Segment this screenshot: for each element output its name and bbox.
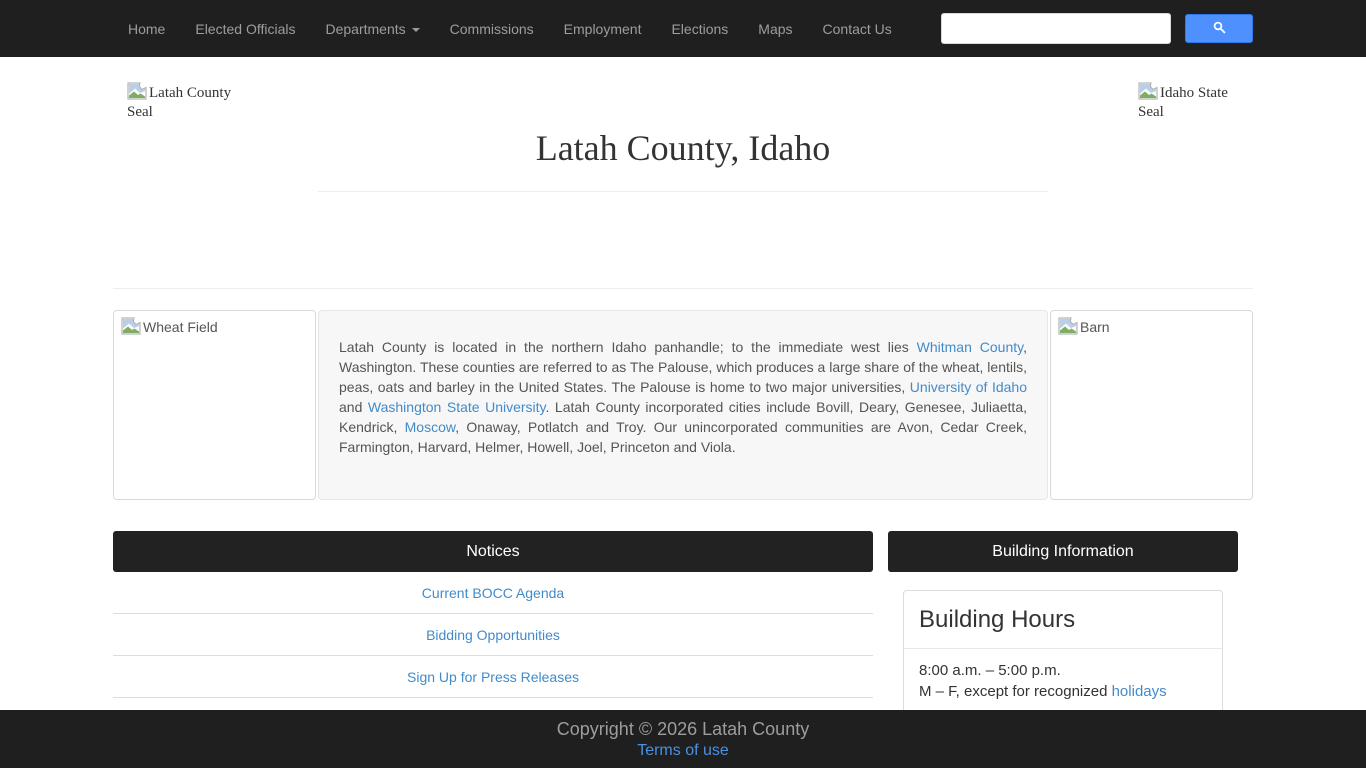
intro-text-segment: , Onaway, Potlatch and Troy. Our unincorporated communities are Avon, Cedar Creek, Farmington, Harvard, Helmer, Howell, Joel, Princeton and Viola. [339, 419, 1027, 455]
link-washington-state-university[interactable]: Washington State University [367, 399, 546, 415]
search-input[interactable] [941, 13, 1171, 44]
nav-item-maps[interactable]: Maps [758, 20, 793, 37]
copyright-text: Copyright © 2026 Latah County [556, 719, 810, 739]
notices-header: Notices [113, 531, 873, 572]
broken-image-icon [121, 317, 141, 335]
nav-item-elections[interactable]: Elections [671, 20, 729, 37]
list-item [113, 656, 873, 698]
site-search [941, 13, 1253, 44]
building-hours-body [904, 649, 1222, 714]
link-holidays[interactable]: holidays [1111, 683, 1167, 700]
link-sign-up-press-releases[interactable]: Sign Up for Press Releases [407, 668, 579, 685]
nav-item-commissions[interactable]: Commissions [449, 20, 534, 37]
search-icon [1213, 21, 1226, 37]
list-item [113, 614, 873, 656]
nav-item-departments-label: Departments [325, 20, 406, 37]
intro-text-segment: . Latah County incorporated cities include Bovill, Deary, Genesee, Juliaetta, Kendrick, [339, 399, 1027, 435]
title-divider [318, 191, 1048, 192]
page-title: Latah County, Idaho [535, 128, 831, 168]
link-whitman-county[interactable]: Whitman County [916, 339, 1024, 355]
idaho-state-seal-alt-text: Idaho State Seal [1138, 85, 1228, 120]
link-terms-of-use[interactable]: Terms of use [637, 742, 729, 759]
broken-image-icon [1138, 82, 1158, 100]
building-hours-title: Building Hours [904, 591, 1222, 649]
section-divider [113, 288, 1253, 289]
intro-text-segment: , Washington. These counties are referred to as The Palouse, which produces a large share of the wheat, lentils, peas, oats and barley in the United States. The Palouse is home to two major universities, [339, 339, 1027, 395]
nav-item-contact-us[interactable]: Contact Us [822, 20, 892, 37]
nav-item-departments[interactable] [310, 2, 434, 56]
latah-county-seal-alt-text: Latah County Seal [127, 85, 232, 120]
top-navbar [0, 0, 1366, 57]
link-current-bocc-agenda[interactable]: Current BOCC Agenda [421, 584, 565, 601]
building-information-header: Building Information [888, 531, 1238, 572]
barn-broken-image [1050, 310, 1253, 500]
intro-paragraph [339, 337, 1027, 457]
nav-item-elected-officials[interactable]: Elected Officials [195, 20, 296, 37]
building-hours-value: 8:00 a.m. – 5:00 p.m. [919, 662, 1061, 679]
intro-text-segment: Latah County is located in the northern Idaho panhandle; to the immediate west lies [339, 339, 917, 355]
search-button[interactable] [1185, 14, 1253, 43]
building-days-value: M – F, except for recognized holidays [919, 683, 1167, 700]
latah-county-seal-broken-image [127, 82, 237, 122]
idaho-state-seal-broken-image [1138, 82, 1228, 122]
intro-row [113, 310, 1253, 500]
site-header [113, 57, 1253, 192]
wheat-field-broken-image [113, 310, 316, 500]
list-item [113, 572, 873, 614]
chevron-down-icon [412, 28, 420, 32]
main-nav [113, 2, 907, 56]
barn-alt-text: Barn [1080, 319, 1110, 335]
intro-text-segment: and [339, 399, 368, 415]
nav-item-employment[interactable]: Employment [563, 20, 642, 37]
nav-item-home[interactable]: Home [128, 20, 166, 37]
broken-image-icon [127, 82, 147, 100]
intro-well [318, 310, 1048, 500]
footer [0, 710, 1366, 768]
link-bidding-opportunities[interactable]: Bidding Opportunities [426, 626, 560, 643]
broken-image-icon [1058, 317, 1078, 335]
link-moscow[interactable]: Moscow [404, 419, 456, 435]
link-university-of-idaho[interactable]: University of Idaho [909, 379, 1027, 395]
wheat-field-alt-text: Wheat Field [143, 319, 218, 335]
notices-panel [113, 531, 873, 698]
